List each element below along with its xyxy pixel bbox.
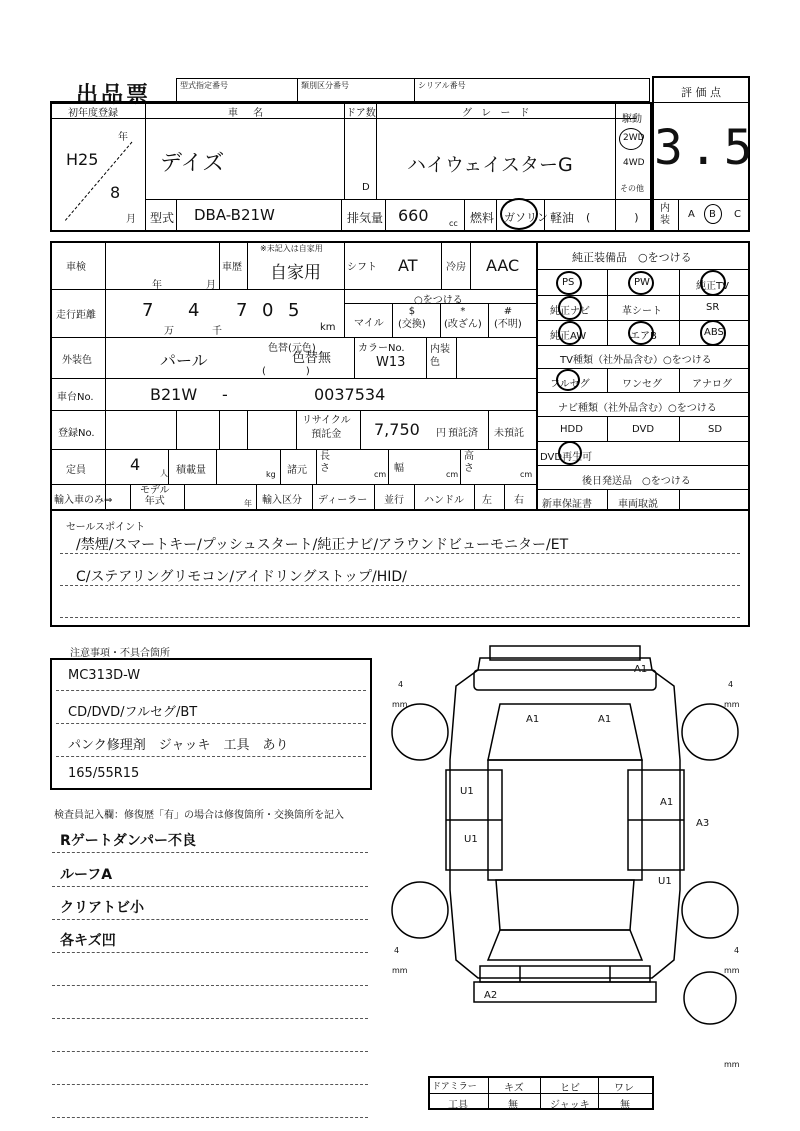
model-code: DBA-B21W [194,206,275,224]
damage-mark: A2 [484,990,498,1001]
handle-right[interactable]: 右 [514,495,524,506]
navi-dvd[interactable]: DVD [632,424,655,435]
import-parallel[interactable]: 並行 [384,495,404,506]
mileage-digit: 0 [262,300,274,321]
tire-depth: 4 [728,680,734,689]
damage-mark: A1 [526,714,540,725]
tv-oneseg[interactable]: ワンセグ [622,379,662,390]
recycle-deposited[interactable]: 預託済 [448,428,478,439]
history-value: 自家用 [270,263,321,283]
capacity-value: 4 [130,455,141,474]
vehicle-name: デイズ [160,151,225,176]
recycle-fee: 7,750 [374,420,420,439]
equip-sr[interactable]: SR [706,302,720,313]
damage-mark: U1 [464,834,478,845]
damage-mark: A1 [598,714,612,725]
damage-mark: U1 [460,786,474,797]
tv-analog[interactable]: アナログ [692,379,732,390]
interior-c[interactable]: C [734,209,741,220]
legend-value: ジャッキ [550,1100,590,1111]
drive-other[interactable]: その他 [620,184,644,193]
inspector-line: Rゲートダンパー不良 [60,833,196,849]
drive-2wd[interactable]: 2WD [623,133,645,143]
score-box: 評 価 点 3.5 [652,76,750,232]
mileage-mile[interactable]: マイル [354,318,384,329]
mileage-exchanged[interactable]: $ (交換) [398,306,426,330]
import-dealer[interactable]: ディーラー [318,495,368,506]
color-change: 色替無 [292,351,332,366]
mileage-digit: 4 [188,300,200,321]
serial-no-box[interactable]: シリアル番号 [414,78,650,102]
fuel-gasoline[interactable]: ガソリン [504,211,548,224]
fuel-diesel[interactable]: 軽油 [550,211,575,225]
grade: ハイウェイスターG [407,154,573,176]
first-reg-month: 8 [110,183,121,202]
note-line: パンク修理剤 ジャッキ 工具 あり [68,738,289,753]
note-line: CD/DVD/フルセグ/BT [68,705,198,720]
drive-4wd[interactable]: 4WD [623,158,645,168]
tire-depth: 4 [734,946,740,955]
color-value: パール [160,351,208,370]
mileage-digit: 7 [142,300,154,321]
legend-value: 無 [508,1100,518,1111]
equip-navi[interactable]: 純正ナビ [550,306,590,317]
mileage-unknown[interactable]: # (不明) [494,306,522,330]
tire-depth: 4 [394,946,400,955]
navi-dvd-play[interactable]: DVD再生可 [540,452,593,463]
displacement: 660 [398,206,429,225]
sales-line: C/ステアリングリモコン/アイドリングストップ/HID/ [76,569,407,585]
equip-airbag[interactable]: エアB [630,331,657,342]
equip-leather[interactable]: 革シート [622,306,662,317]
interior-a[interactable]: A [688,209,695,220]
ac-value: AAC [486,256,520,275]
score-value: 3.5 [654,120,759,176]
equip-abs[interactable]: ABS [704,327,724,338]
equip-ps[interactable]: PS [562,277,575,288]
navi-hdd[interactable]: HDD [560,424,583,435]
handle-left[interactable]: 左 [482,495,492,506]
color-no: W13 [376,355,406,370]
page-title: 出品票 [76,83,152,108]
legend-value: 無 [620,1100,630,1111]
later-warranty[interactable]: 新車保証書 [542,499,592,510]
chassis-number: 0037534 [314,385,386,404]
car-diagram [380,640,750,1030]
first-reg-era: H25 [66,150,99,169]
tv-fullseg[interactable]: フルセグ [550,379,590,390]
chassis-prefix: B21W [150,385,198,404]
equip-tv[interactable]: 純正TV [696,281,729,292]
mileage-digit: 7 [236,300,248,321]
damage-mark: A1 [660,797,674,808]
equip-pw[interactable]: PW [634,277,650,288]
equip-aw[interactable]: 純正AW [550,331,587,342]
shift-value: AT [398,256,418,275]
recycle-not-deposited[interactable]: 未預託 [494,428,524,439]
mileage-digit: 5 [288,300,300,321]
interior-b[interactable]: B [709,209,716,220]
damage-mark: A1 [634,664,648,675]
mileage-altered[interactable]: * (改ざん) [444,306,482,330]
inspector-line: ルーフA [60,867,113,883]
later-manual[interactable]: 車両取説 [618,499,658,510]
damage-mark: A3 [696,818,710,829]
note-line: MC313D-W [68,668,141,683]
class-no-box[interactable]: 類別区分番号 [297,78,415,102]
inspector-line: 各キズ凹 [60,933,116,949]
type-no-box[interactable]: 型式指定番号 [176,78,298,102]
inspector-line: クリアトビ小 [60,900,144,916]
damage-mark: U1 [658,876,672,887]
sales-line: /禁煙/スマートキー/プッシュスタート/純正ナビ/アラウンドビューモニター/ET [76,537,569,553]
tire-depth: 4 [398,680,404,689]
note-line: 165/55R15 [68,766,140,781]
navi-sd[interactable]: SD [708,424,723,435]
